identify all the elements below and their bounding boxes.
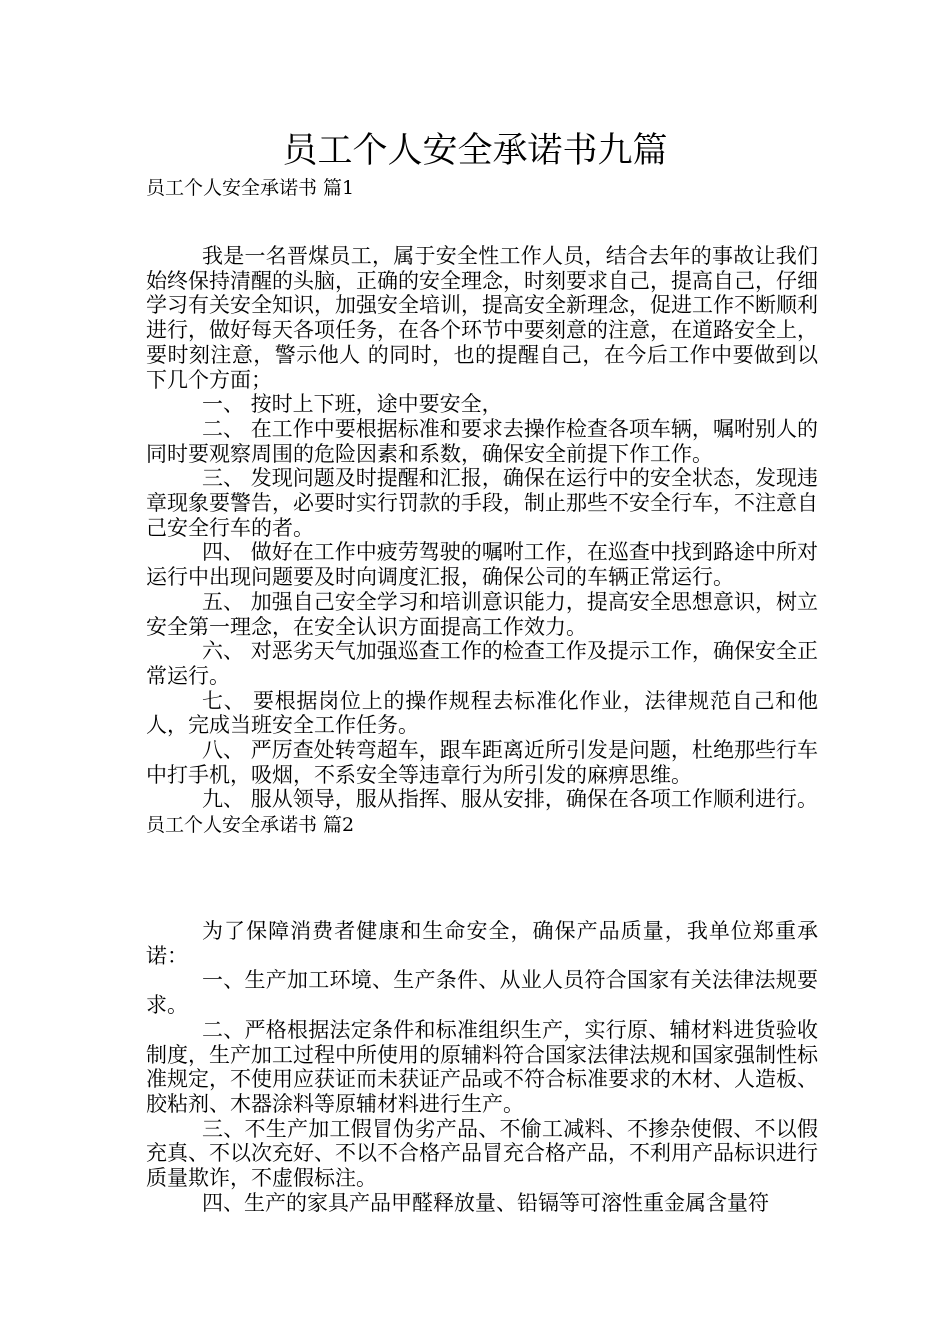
section-1-body xyxy=(146,244,818,838)
list-item: 二、 在工作中要根据标准和要求去操作检查各项车辆，嘱咐别人的同时要观察周围的危险因素和系数，确保安全前提下作工作。 xyxy=(146,416,818,466)
section-heading-1: 员工个人安全承诺书 篇1 xyxy=(146,177,355,199)
list-item: 四、生产的家具产品甲醛释放量、铅镉等可溶性重金属含量符 xyxy=(202,1190,769,1215)
list-item-text: 九、 服从领导，服从指挥、服从安排，确保在各项工作顺利进行。 xyxy=(202,787,818,812)
section-heading-2: 员工个人安全承诺书 篇2 xyxy=(146,814,355,837)
document-title: 员工个人安全承诺书九篇 xyxy=(282,131,668,171)
list-item: 六、 对恶劣天气加强巡查工作的检查工作及提示工作，确保安全正常运行。 xyxy=(146,639,818,688)
paragraph: 为了保障消费者健康和生命安全，确保产品质量，我单位郑重承诺： xyxy=(146,919,818,968)
list-item: 一、生产加工环境、生产条件、从业人员符合国家有关法律法规要求。 xyxy=(146,968,818,1018)
list-item: 三、不生产加工假冒伪劣产品、不偷工减料、不掺杂使假、不以假充真、不以次充好、不以不合格产品冒充合格产品，不利用产品标识进行质量欺诈，不虚假标注。 xyxy=(146,1116,818,1191)
list-item xyxy=(146,787,818,837)
list-item: 四、 做好在工作中疲劳驾驶的嘱咐工作，在巡查中找到路途中所对运行中出现问题要及时向调度汇报，确保公司的车辆正常运行。 xyxy=(146,540,818,590)
list-item: 五、 加强自己安全学习和培训意识能力，提高安全思想意识，树立安全第一理念，在安全认识方面提高工作效力。 xyxy=(146,589,818,639)
list-item: 七、 要根据岗位上的操作规程去标准化作业，法律规范自己和他人，完成当班安全工作任务。 xyxy=(146,688,818,738)
list-item: 八、 严厉查处转弯超车，跟车距离近所引发是问题，杜绝那些行车中打手机，吸烟，不系安全等违章行为所引发的麻痹思维。 xyxy=(146,738,818,787)
section-2-body xyxy=(146,919,818,1215)
list-item: 三、 发现问题及时提醒和汇报，确保在运行中的安全状态，发现违章现象要警告，必要时实行罚款的手段，制止那些不安全行车，不注意自己安全行车的者。 xyxy=(146,466,818,540)
list-item: 一、 按时上下班，途中要安全， xyxy=(202,392,503,417)
paragraph: 我是一名晋煤员工，属于安全性工作人员，结合去年的事故让我们始终保持清醒的头脑，正确的安全理念，时刻要求自己，提高自己，仔细学习有关安全知识，加强安全培训，提高安全新理念，促进工作不断顺利进行，做好每天各项任务，在各个环节中要刻意的注意，在道路安全上，要时刻注意，警示他人 的同时，也的提醒自己，在今后工作中要做到以下几个方面； xyxy=(146,244,818,392)
list-item: 二、严格根据法定条件和标准组织生产，实行原、辅材料进货验收制度，生产加工过程中所使用的原辅料符合国家法律法规和国家强制性标准规定，不使用应获证而未获证产品或不符合标准要求的木材、人造板、胶粘剂、木器涂料等原辅材料进行生产。 xyxy=(146,1017,818,1116)
